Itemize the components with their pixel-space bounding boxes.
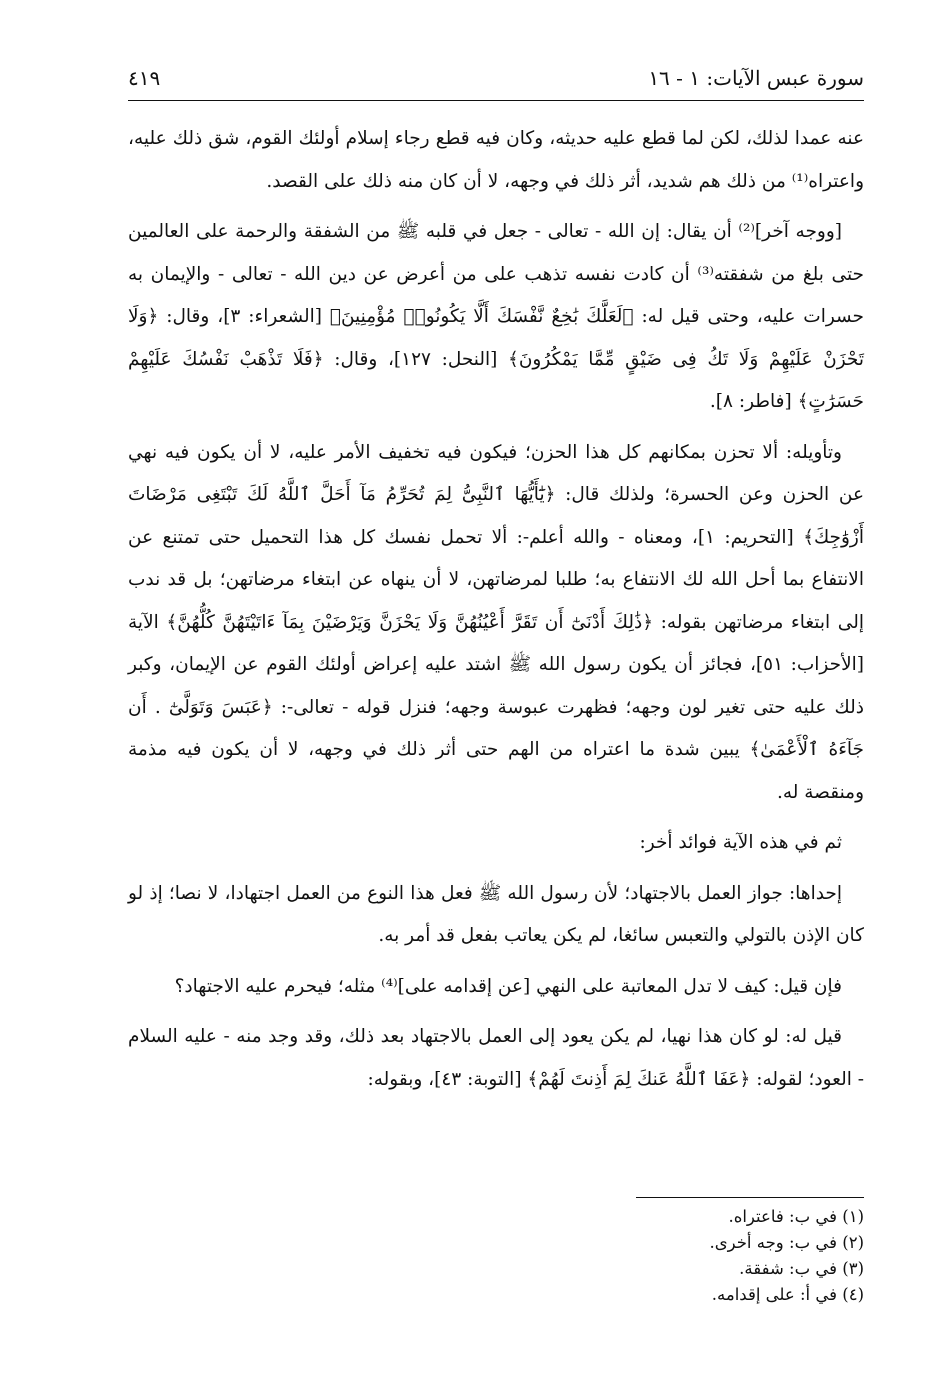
footnotes [464, 1204, 864, 1308]
footnote-4: (٤) في أ: على إقدامه. [711, 1285, 864, 1304]
page-header [128, 58, 864, 98]
paragraph-5: إحداها: جواز العمل بالاجتهاد؛ لأن رسول الله ﷺ فعل هذا النوع من العمل اجتهادا، لا نصا؛ إذ لو كان الإذن بالتولي والتعبس سائغا، لم يكن يعاتب بفعل قد أمر به. [128, 882, 864, 946]
paragraph-7: قيل له: لو كان هذا نهيا، لم يكن يعود إلى العمل بالاجتهاد بعد ذلك، وقد وجد منه - عليه السلام - العود؛ لقوله: ﴿عَفَا ٱللَّهُ عَنكَ لِمَ أَذِنتَ لَهُمْ﴾ [التوبة: ٤٣]، وبقوله: [128, 1026, 864, 1090]
paragraph-3: وتأويله: ألا تحزن بمكانهم كل هذا الحزن؛ فيكون فيه تخفيف الأمر عليه، لا أن يكون فيه نهي عن الحزن وعن الحسرة؛ ولذلك قال: ﴿يَٰٓأَيُّهَا ٱلنَّبِىُّ لِمَ تُحَرِّمُ مَآ أَحَلَّ ٱللَّهُ لَكَ تَبْتَغِى مَرْضَاتَ أَزْوَٰجِكَ﴾ [التحريم: ١]، ومعناه - والله أعلم-: ألا تحمل نفسك كل هذا التحميل حتى تمتنع عن الانتفاع بما أحل الله لك الانتفاع به؛ طلبا لمرضاتهن، لا أن ينهاه عن ابتغاء مرضاتهن؛ بل قد ندب إلى ابتغاء مرضاتهن بقوله: ﴿ذَٰلِكَ أَدْنَىٰٓ أَن تَقَرَّ أَعْيُنُهُنَّ وَلَا يَحْزَنَّ وَيَرْضَيْنَ بِمَآ ءَاتَيْتَهُنَّ كُلُّهُنَّ﴾ الآية [الأحزاب: ٥١]، فجائز أن يكون رسول الله ﷺ اشتد عليه إعراض أولئك القوم عن الإيمان، وكبر ذلك عليه حتى تغير لون وجهه؛ فظهرت عبوسة وجهه؛ فنزل قوله - تعالى-: ﴿عَبَسَ وَتَوَلَّىٰٓ . أَن جَآءَهُ ٱلْأَعْمَىٰ﴾ يبين شدة ما اعتراه من الهم حتى أثر ذلك في وجهه، لا أن يكون فيه مذمة ومنقصة له. [128, 441, 864, 803]
footnote-3: (٣) في ب: شفقة. [739, 1259, 864, 1278]
paragraph-1: عنه عمدا لذلك، لكن لما قطع عليه حديثه، وكان فيه قطع رجاء إسلام أولئك القوم، شق ذلك عليه، واعتراه⁽¹⁾ من ذلك هم شديد، أثر ذلك في وجهه، لا أن كان منه ذلك على القصد. [128, 128, 864, 192]
paragraph-6: فإن قيل: كيف لا تدل المعاتبة على النهي [عن إقدامه على]⁽⁴⁾ مثله؛ فيحرم عليه الاجتهاد؟ [174, 975, 842, 997]
page-number: ٤١٩ [128, 66, 161, 90]
footnote-1: (١) في ب: فاعتراه. [728, 1207, 864, 1226]
running-title: سورة عبس الآيات: ١ - ١٦ [648, 66, 864, 90]
paragraph-4: ثم في هذه الآية فوائد أخر: [639, 832, 842, 853]
footnote-divider [636, 1197, 864, 1198]
main-text [128, 118, 864, 1109]
paragraph-2: [ووجه آخر]⁽²⁾ أن يقال: إن الله - تعالى - جعل في قلبه ﷺ من الشفقة والرحمة على العالمين حتى بلغ من شفقته⁽³⁾ أن كادت نفسه تذهب على من أعرض عن دين الله - تعالى - والإيمان به حسرات عليه، وحتى قيل له: ﴿لَعَلَّكَ بَٰخِعٌ نَّفْسَكَ أَلَّا يَكُونُوا۟ مُؤْمِنِينَ﴾ [الشعراء: ٣]، وقال: ﴿وَلَا تَحْزَنْ عَلَيْهِمْ وَلَا تَكُ فِى ضَيْقٍ مِّمَّا يَمْكُرُونَ﴾ [النحل: ١٢٧]، وقال: ﴿فَلَا تَذْهَبْ نَفْسُكَ عَلَيْهِمْ حَسَرَٰتٍ﴾ [فاطر: ٨]. [128, 221, 865, 412]
footnote-2: (٢) في ب: وجه أخرى. [709, 1233, 864, 1252]
header-divider [128, 100, 864, 101]
